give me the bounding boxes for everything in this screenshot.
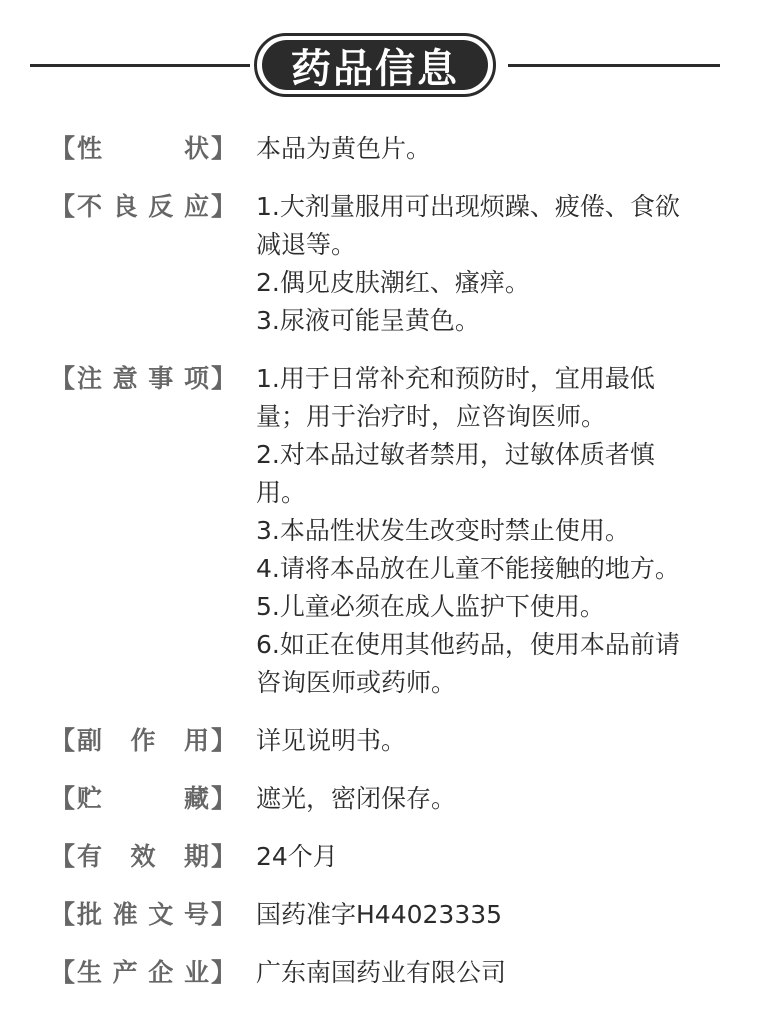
label-char: 藏 <box>183 784 209 813</box>
label-bracket-open: 【 <box>50 842 76 871</box>
label-bracket-open: 【 <box>50 784 76 813</box>
info-value-line: 1.用于日常补充和预防时，宜用最低量；用于治疗时，应咨询医师。 <box>256 364 655 431</box>
info-value <box>256 722 682 760</box>
label-bracket-close: 】 <box>210 784 236 813</box>
info-row <box>0 722 760 760</box>
info-value <box>256 130 682 168</box>
info-row <box>0 188 760 340</box>
label-char: 有 <box>77 842 103 871</box>
label-text <box>75 360 211 398</box>
info-value-line: 遮光，密闭保存。 <box>256 784 457 813</box>
info-value-line: 6.如正在使用其他药品，使用本品前请咨询医师或药师。 <box>256 630 680 697</box>
label-char: 注 <box>77 364 103 393</box>
info-value <box>256 780 682 818</box>
label-char: 良 <box>112 192 138 221</box>
label-bracket-close: 】 <box>210 134 236 163</box>
label-bracket-close: 】 <box>210 726 236 755</box>
info-row <box>0 896 760 934</box>
info-label <box>50 188 236 226</box>
info-value-line: 24个月 <box>256 842 338 871</box>
label-char: 期 <box>183 842 209 871</box>
label-bracket-close: 】 <box>210 900 236 929</box>
info-label <box>50 896 236 934</box>
header-divider-left <box>30 64 250 67</box>
drug-info-list <box>0 130 760 992</box>
info-label <box>50 130 236 168</box>
label-char: 状 <box>183 134 209 163</box>
page-title: 药品信息 <box>262 40 488 90</box>
info-value-line: 2.偶见皮肤潮红、瘙痒。 <box>256 268 530 297</box>
label-char: 事 <box>148 364 174 393</box>
info-label <box>50 780 236 818</box>
label-bracket-open: 【 <box>50 958 76 987</box>
header-divider-right <box>508 64 720 67</box>
info-label <box>50 954 236 992</box>
label-bracket-open: 【 <box>50 726 76 755</box>
label-text <box>75 954 211 992</box>
label-char: 业 <box>183 958 209 987</box>
label-text <box>75 896 211 934</box>
info-label <box>50 360 236 398</box>
info-row <box>0 360 760 702</box>
label-bracket-close: 】 <box>210 842 236 871</box>
label-char: 准 <box>112 900 138 929</box>
info-value <box>256 896 682 934</box>
info-row <box>0 954 760 992</box>
title-badge <box>254 33 496 97</box>
label-char: 副 <box>77 726 103 755</box>
label-char: 项 <box>183 364 209 393</box>
info-value-line: 1.大剂量服用可出现烦躁、疲倦、食欲减退等。 <box>256 192 680 259</box>
label-char: 意 <box>112 364 138 393</box>
label-text <box>75 188 211 226</box>
label-char: 反 <box>148 192 174 221</box>
label-char: 性 <box>77 134 103 163</box>
info-value-line: 详见说明书。 <box>256 726 407 755</box>
info-label <box>50 722 236 760</box>
info-value-line: 5.儿童必须在成人监护下使用。 <box>256 592 605 621</box>
info-value <box>256 954 682 992</box>
label-bracket-open: 【 <box>50 134 76 163</box>
label-bracket-close: 】 <box>210 364 236 393</box>
label-char: 文 <box>148 900 174 929</box>
label-text <box>75 130 211 168</box>
info-value-line: 本品为黄色片。 <box>256 134 432 163</box>
label-char: 产 <box>112 958 138 987</box>
label-bracket-open: 【 <box>50 900 76 929</box>
info-value-line: 4.请将本品放在儿童不能接触的地方。 <box>256 554 680 583</box>
info-value-line: 3.尿液可能呈黄色。 <box>256 306 480 335</box>
label-char: 应 <box>183 192 209 221</box>
label-char: 效 <box>130 842 156 871</box>
label-bracket-close: 】 <box>210 958 236 987</box>
label-char: 批 <box>77 900 103 929</box>
label-bracket-close: 】 <box>210 192 236 221</box>
label-text <box>75 780 211 818</box>
label-text <box>75 722 211 760</box>
label-char: 作 <box>130 726 156 755</box>
info-value-line: 国药准字H44023335 <box>256 900 503 929</box>
info-value <box>256 360 682 702</box>
info-value-line: 广东南国药业有限公司 <box>256 958 507 987</box>
label-bracket-open: 【 <box>50 192 76 221</box>
info-row <box>0 130 760 168</box>
label-bracket-open: 【 <box>50 364 76 393</box>
label-char: 号 <box>183 900 209 929</box>
info-value <box>256 838 682 876</box>
section-header <box>0 33 760 97</box>
label-text <box>75 838 211 876</box>
info-value-line: 2.对本品过敏者禁用，过敏体质者慎用。 <box>256 440 655 507</box>
label-char: 用 <box>183 726 209 755</box>
info-value-line: 3.本品性状发生改变时禁止使用。 <box>256 516 630 545</box>
label-char: 不 <box>77 192 103 221</box>
label-char: 企 <box>148 958 174 987</box>
label-char: 生 <box>77 958 103 987</box>
info-label <box>50 838 236 876</box>
label-char: 贮 <box>77 784 103 813</box>
info-row <box>0 838 760 876</box>
info-value <box>256 188 682 340</box>
info-row <box>0 780 760 818</box>
